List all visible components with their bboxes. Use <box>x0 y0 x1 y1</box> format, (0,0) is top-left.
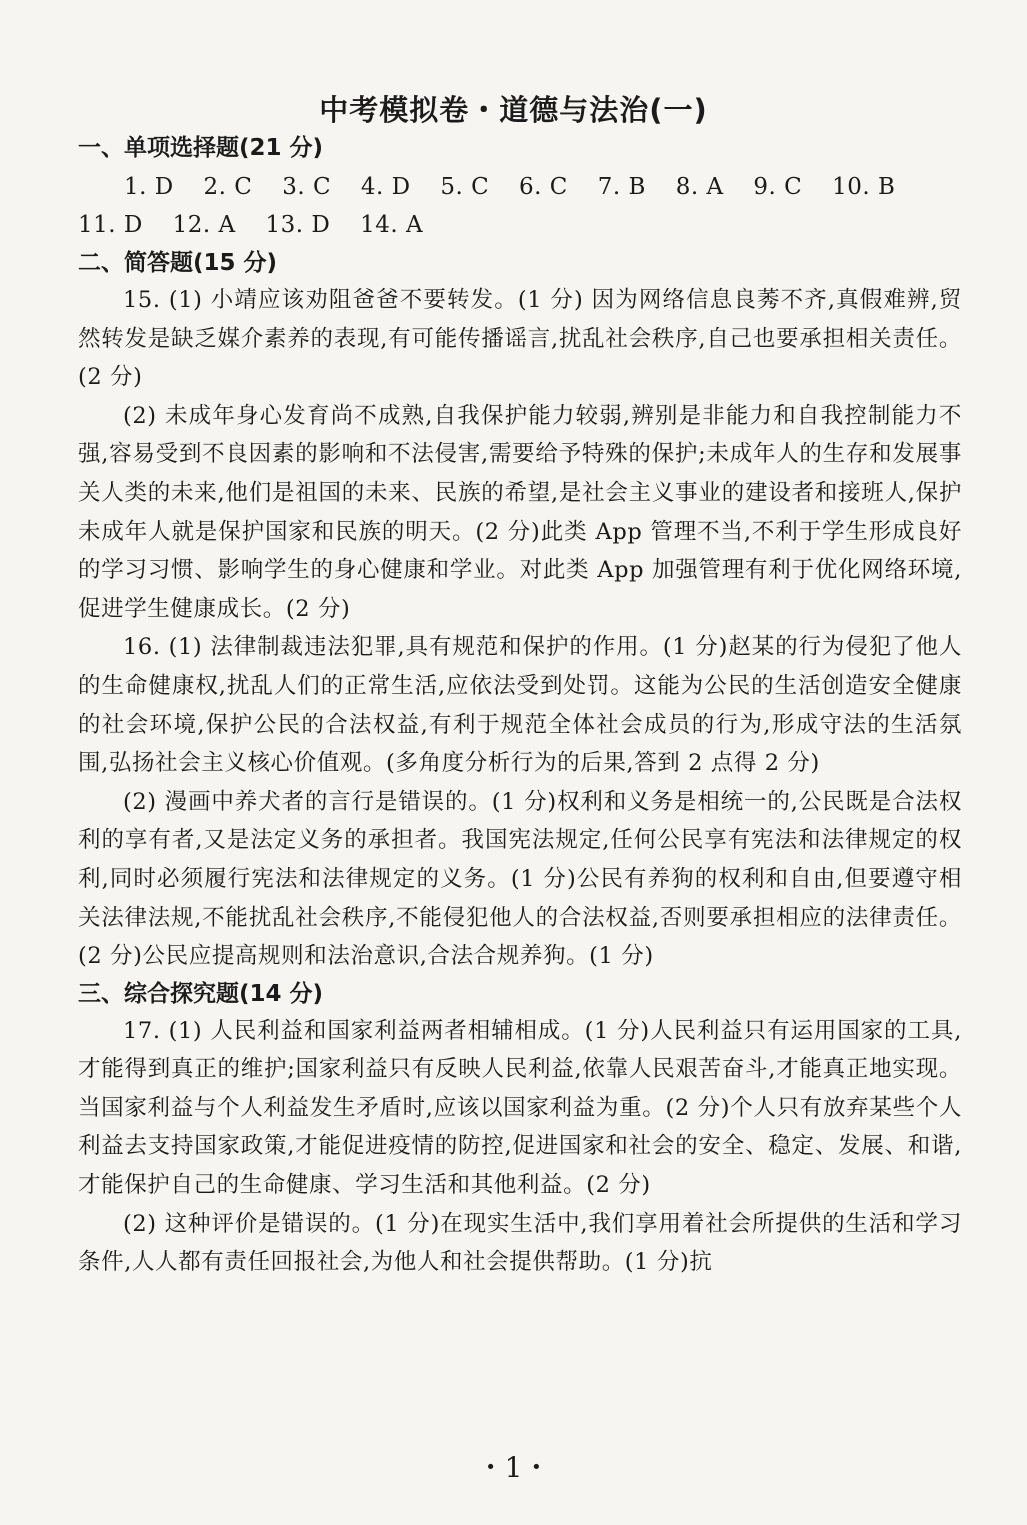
answer-item: 12. A <box>172 212 236 238</box>
answer-item: 1. D <box>124 174 174 200</box>
answer-item: 2. C <box>203 174 253 200</box>
answer-15-2: (2) 未成年身心发育尚不成熟,自我保护能力较弱,辨别是非能力和自我控制能力不强,容易受到不良因素的影响和不法侵害,需要给予特殊的保护;未成年人的生存和发展事关人类的未来,他们是祖国的未来、民族的希望,是社会主义事业的建设者和接班人,保护未成年人就是保护国家和民族的明天。(2 分)此类 App 管理不当,不利于学生形成良好的学习习惯、影响学生的身心健康和学业。对此类 App 加强管理有利于优化网络环境,促进学生健康成长。(2 分) <box>78 402 962 622</box>
answer-item: 6. C <box>519 174 568 200</box>
answer-item: 5. C <box>440 174 490 200</box>
answer-item: 13. D <box>265 212 331 238</box>
page-title: 中考模拟卷・道德与法治(一) <box>319 93 708 127</box>
section-heading-short-answer: 二、简答题(15 分) <box>78 250 278 276</box>
answer-item: 14. A <box>360 212 424 238</box>
answer-item: 3. C <box>282 174 332 200</box>
section-heading-choice: 一、单项选择题(21 分) <box>78 135 324 161</box>
answer-15-1: 15. (1) 小靖应该劝阻爸爸不要转发。(1 分) 因为网络信息良莠不齐,真假难辨,贸然转发是缺乏媒介素养的表现,有可能传播谣言,扰乱社会秩序,自己也要承担相关责任。(2 分) <box>78 287 962 391</box>
section-heading-inquiry: 三、综合探究题(14 分) <box>78 980 324 1007</box>
answer-16-2: (2) 漫画中养犬者的言行是错误的。(1 分)权利和义务是相统一的,公民既是合法权利的享有者,又是法定义务的承担者。我国宪法规定,任何公民享有宪法和法律规定的权利,同时必须履行宪法和法律规定的义务。(1 分)公民有养狗的权利和自由,但要遵守相关法律法规,不能扰乱社会秩序,不能侵犯他人的合法权益,否则要承担相应的法律责任。(2 分)公民应提高规则和法治意识,合法合规养狗。(1 分) <box>78 788 962 970</box>
answer-item: 8. A <box>675 174 724 200</box>
page-number: ・1・ <box>476 1451 551 1484</box>
choice-answers <box>78 168 962 244</box>
answer-16-1: 16. (1) 法律制裁违法犯罪,具有规范和保护的作用。(1 分)赵某的行为侵犯了他人的生命健康权,扰乱人们的正常生活,应依法受到处罚。这能为公民的生活创造安全健康的社会环境,保护公民的合法权益,有利于规范全体社会成员的行为,形成守法的生活氛围,弘扬社会主义核心价值观。(多角度分析行为的后果,答到 2 点得 2 分) <box>78 634 962 777</box>
answer-item: 11. D <box>78 212 143 238</box>
answer-item: 10. B <box>832 174 896 200</box>
answer-17-2: (2) 这种评价是错误的。(1 分)在现实生活中,我们享用着社会所提供的生活和学习条件,人人都有责任回报社会,为他人和社会提供帮助。(1 分)抗 <box>78 1210 962 1276</box>
answer-content <box>78 130 962 1282</box>
answer-17-1: 17. (1) 人民利益和国家利益两者相辅相成。(1 分)人民利益只有运用国家的工具,才能得到真正的维护;国家利益只有反映人民利益,依靠人民艰苦奋斗,才能真正地实现。当国家利益与个人利益发生矛盾时,应该以国家利益为重。(2 分)个人只有放弃某些个人利益去支持国家政策,才能促进疫情的防控,促进国家和社会的安全、稳定、发展、和谐,才能保护自己的生命健康、学习生活和其他利益。(2 分) <box>78 1017 962 1199</box>
answer-item: 4. D <box>360 174 411 200</box>
answer-item: 9. C <box>753 174 803 200</box>
answer-item: 7. B <box>597 174 646 200</box>
